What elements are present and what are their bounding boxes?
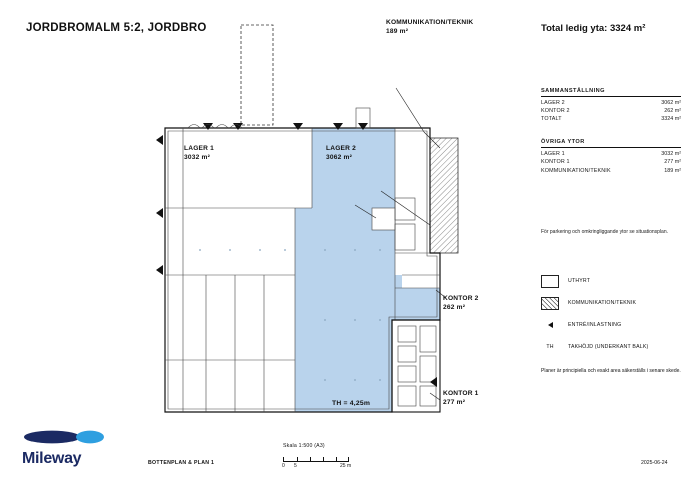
- summary-row-total: [541, 115, 681, 123]
- page-title: JORDBROMALM 5:2, JORDBRO: [26, 22, 207, 34]
- legend-item-ceiling-height: [541, 336, 691, 358]
- label-kontor-2: KONTOR 2 262 m²: [443, 295, 479, 311]
- other-area-row: [541, 167, 681, 175]
- logo-text: Mileway: [22, 450, 82, 467]
- logo: [22, 430, 112, 467]
- row-value: 3032 m²: [661, 151, 681, 158]
- label-lager-2: LAGER 2 3062 m²: [326, 145, 356, 161]
- swatch-hatch-icon: [541, 297, 559, 310]
- other-area-row: [541, 158, 681, 166]
- legend-label: KOMMUNIKATION/TEKNIK: [568, 300, 637, 306]
- other-areas-heading: ÖVRIGA YTOR: [541, 139, 585, 146]
- divider: [541, 147, 681, 148]
- dashed-outline-top: [241, 25, 273, 125]
- legend-label: TAKHÖJD (UNDERKANT BALK): [568, 344, 649, 350]
- area-summary-panel: [541, 88, 681, 175]
- row-label: KONTOR 2: [541, 108, 570, 115]
- summary-row: [541, 107, 681, 115]
- parking-note: För parkering och omkringliggande ytor se situationsplan.: [541, 229, 669, 235]
- swatch-let-icon: [541, 275, 559, 288]
- label-kontor-1: KONTOR 1 277 m²: [443, 390, 479, 406]
- row-label: LAGER 1: [541, 151, 565, 158]
- row-value: 189 m²: [664, 167, 681, 174]
- legend-item-communication: [541, 292, 691, 314]
- row-value: 277 m²: [664, 159, 681, 166]
- label-lager-1: LAGER 1 3032 m²: [184, 145, 214, 161]
- legend-label: ENTRÉ/INLASTNING: [568, 322, 622, 328]
- scale-graphic: [283, 457, 349, 462]
- row-value: 262 m²: [664, 108, 681, 115]
- row-label: LAGER 2: [541, 100, 565, 106]
- drawing-label: BOTTENPLAN & PLAN 1: [148, 460, 215, 466]
- scale-bar: [283, 443, 363, 471]
- scale-title: Skala 1:500 (A3): [283, 443, 325, 449]
- vacant-area-fill: [295, 128, 440, 412]
- label-ceiling-height: TH = 4,25m: [332, 400, 371, 407]
- row-value: 3062 m²: [661, 100, 681, 106]
- scale-tick: 25 m: [340, 463, 352, 469]
- legend: [541, 270, 691, 358]
- row-value: 3324 m²: [661, 116, 681, 123]
- scale-tick: 5: [294, 463, 297, 469]
- label-communication-technical: KOMMUNIKATION/TEKNIK 189 m²: [386, 19, 474, 35]
- th-marker: TH: [546, 344, 554, 350]
- logo-mark-icon: [22, 430, 108, 444]
- legend-item-entrance: [541, 314, 691, 336]
- summary-row: [541, 99, 681, 107]
- revision-date: 2025-06-24: [641, 460, 668, 466]
- divider: [541, 96, 681, 97]
- total-vacant-area: Total ledig yta: 3324 m²: [541, 23, 646, 34]
- row-label: KOMMUNIKATION/TEKNIK: [541, 167, 611, 174]
- communication-technical-hatch: [430, 138, 458, 253]
- legend-item-let: [541, 270, 691, 292]
- summary-heading: SAMMANSTÄLLNING: [541, 88, 605, 94]
- legend-label: UTHYRT: [568, 278, 591, 284]
- row-label: TOTALT: [541, 116, 562, 123]
- scale-tick: 0: [282, 463, 285, 469]
- other-area-row: [541, 150, 681, 158]
- floorplan-drawing: [140, 20, 510, 430]
- scale-ticks: [283, 463, 363, 471]
- disclaimer-note: Planer är principiella och exakt area säkerställs i senare skede.: [541, 368, 681, 374]
- arrow-left-icon: [541, 322, 559, 328]
- row-label: KONTOR 1: [541, 159, 570, 166]
